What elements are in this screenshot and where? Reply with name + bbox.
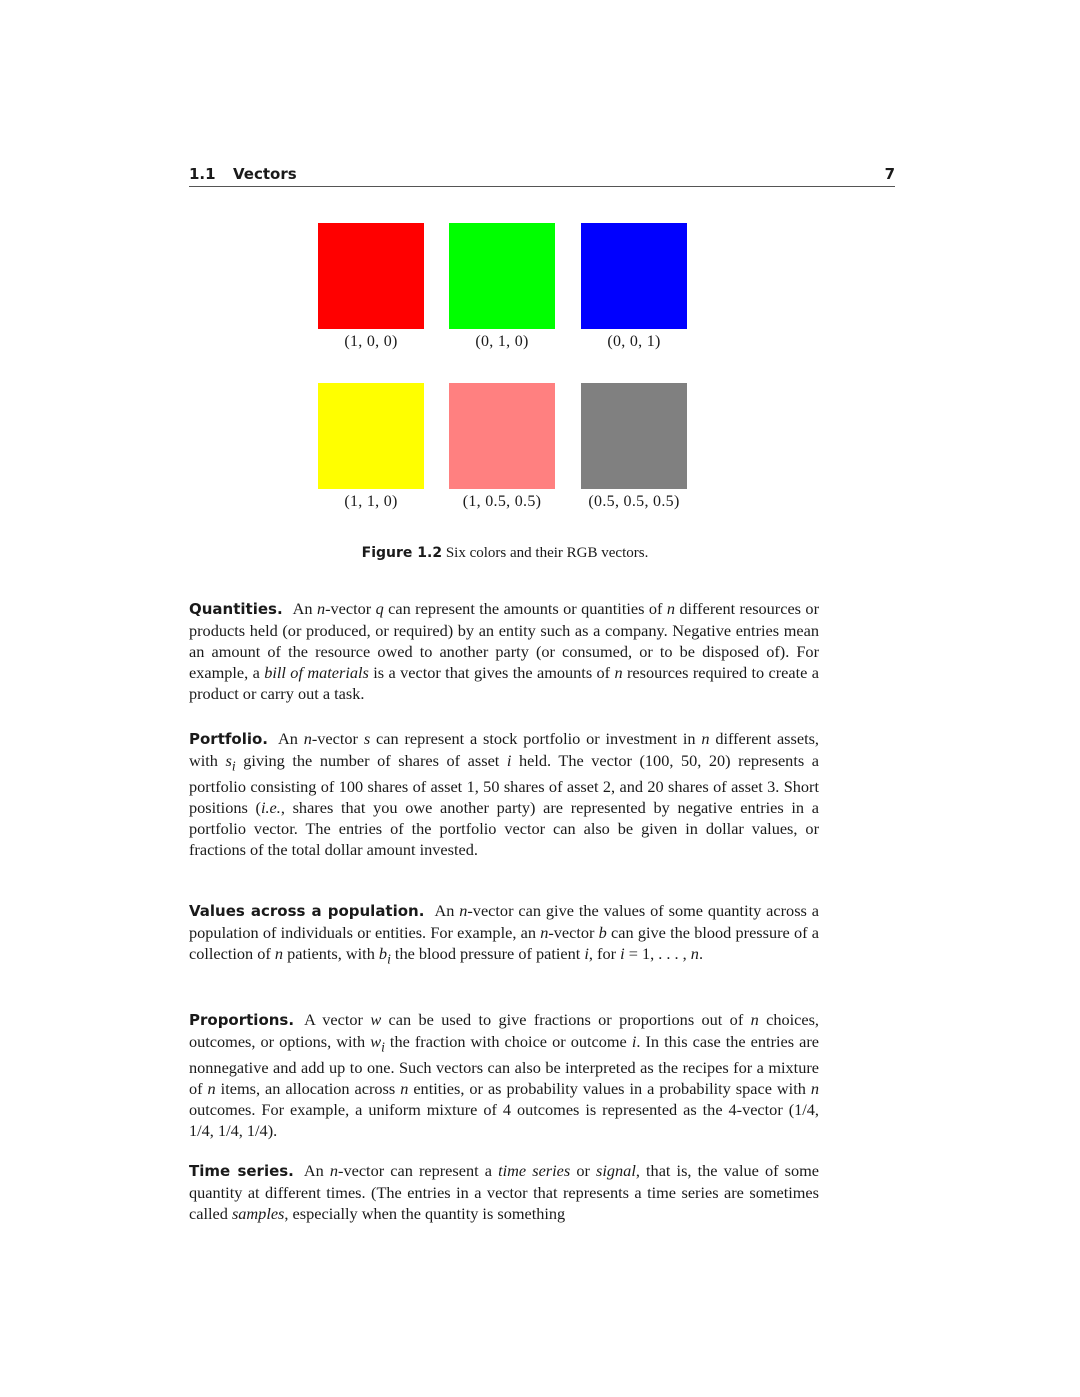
paragraph-heading: Portfolio. — [189, 730, 268, 748]
paragraph-time-series — [189, 1160, 819, 1224]
paragraph-portfolio — [189, 728, 819, 860]
paragraph-body: An n-vector s can represent a stock portfolio or investment in n different assets, with $s_i$ giving the number of shares of asset i held. The vector (100, 50, 20) represents a portfolio consisting of 100 shares of asset 1, 50 shares of asset 2, and 20 shares of asset 3. Short positions (i.e., shares that you owe another party) are represented by negative entries in a portfolio vector. The entries of the portfolio vector can also be given in dollar values, or fractions of the total dollar amount invested. — [189, 729, 819, 860]
swatch-color — [449, 383, 555, 489]
section-number: 1.1 — [189, 165, 216, 183]
swatch-color — [581, 223, 687, 329]
paragraph-quantities — [189, 598, 819, 704]
swatch-color — [449, 223, 555, 329]
paragraph-body: A vector w can be used to give fractions or proportions out of n choices, outcomes, or options, with $w_i$ the fraction with choice or outcome i. In this case the entries are nonnegative and add up to one. Such vectors can also be interpreted as the recipes for a mixture of n items, an allocation across n entities, or as probability values in a probability space with n outcomes. For example, a uniform mixture of 4 outcomes is represented as the 4-vector (1/4, 1/4, 1/4, 1/4). — [189, 1010, 820, 1141]
swatch-red — [318, 223, 424, 351]
paragraph-body: An n-vector q can represent the amounts or quantities of n different resources or products held (or produced, or required) by an entity such as a company. Negative entries mean an amount of the resource owed to another party (or consumed, or to be disposed of). For example, a bill of materials is a vector that gives the amounts of n resources required to create a product or carry out a task. — [189, 599, 819, 703]
swatch-pink — [449, 383, 555, 511]
swatch-label: (0, 0, 1) — [607, 333, 661, 350]
figure-caption-label: Figure 1.2 — [361, 545, 443, 561]
paragraph-heading: Time series. — [189, 1162, 294, 1180]
swatch-label: (0.5, 0.5, 0.5) — [588, 493, 680, 510]
paragraph-heading: Quantities. — [189, 600, 283, 618]
swatch-label: (0, 1, 0) — [475, 333, 529, 350]
paragraph-heading: Proportions. — [189, 1011, 295, 1029]
swatch-label: (1, 0, 0) — [344, 333, 398, 350]
figure-caption-text: Six colors and their RGB vectors. — [442, 545, 649, 561]
swatch-green — [449, 223, 555, 351]
figure-caption — [0, 545, 1010, 562]
section-title: Vectors — [233, 165, 297, 183]
paragraph-heading: Values across a population. — [189, 902, 425, 920]
swatch-gray — [581, 383, 687, 511]
swatch-yellow — [318, 383, 424, 511]
swatch-label: (1, 1, 0) — [344, 493, 398, 510]
paragraph-proportions — [189, 1009, 819, 1141]
paragraph-values-across-population — [189, 900, 819, 969]
swatch-color — [318, 383, 424, 489]
swatch-color — [581, 383, 687, 489]
swatch-color — [318, 223, 424, 329]
page-number: 7 — [884, 165, 895, 183]
swatch-blue — [581, 223, 687, 351]
paragraph-body: An n-vector can give the values of some quantity across a population of individuals or entities. For example, an n-vector b can give the blood pressure of a collection of n patients, with $b_i$ the blood pressure of patient i, for i = 1, . . . , n. — [189, 901, 820, 967]
running-header — [189, 164, 895, 187]
swatch-label: (1, 0.5, 0.5) — [462, 493, 542, 510]
paragraph-body: An n-vector can represent a time series or signal, that is, the value of some quantity at different times. (The entries in a vector that represents a time series are sometimes called samples, especially when the quantity is something — [189, 1161, 820, 1223]
